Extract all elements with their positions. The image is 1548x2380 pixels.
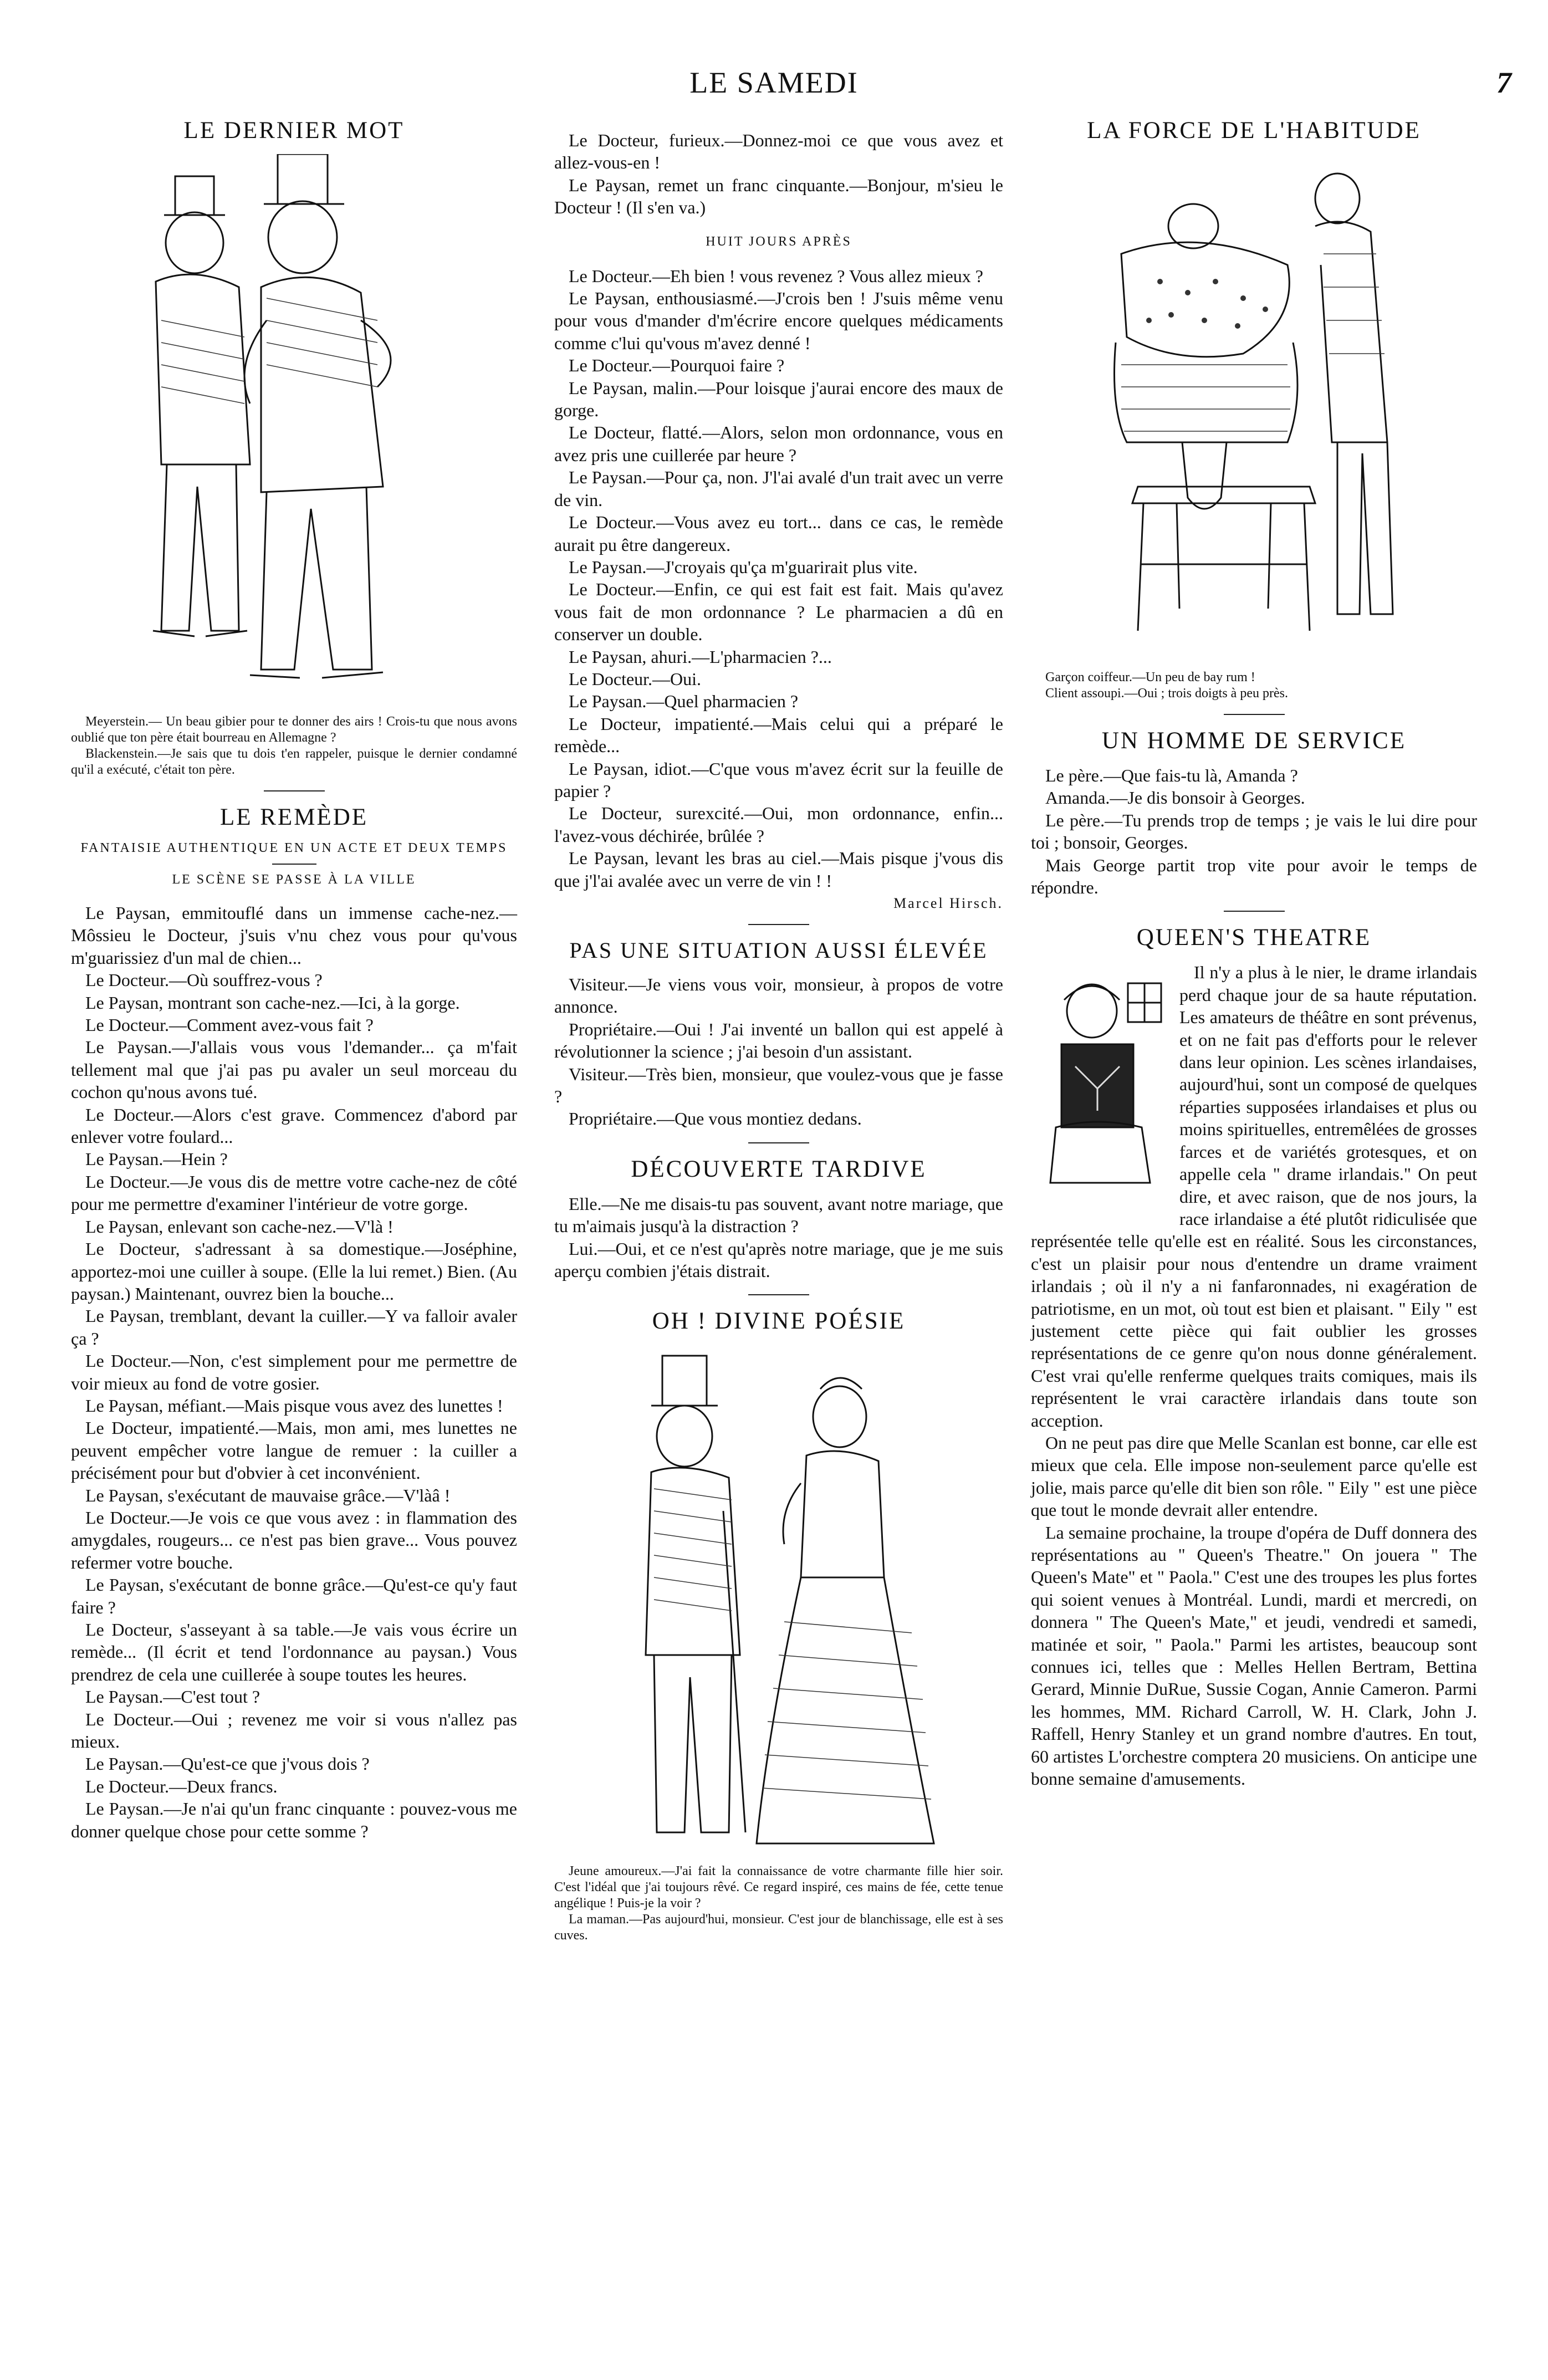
dialogue-paragraph: Le Docteur.—Comment avez-vous fait ?: [85, 1015, 374, 1035]
queens-paragraph: On ne peut pas dire que Melle Scanlan est bonne, car elle est mieux que cela. Elle impose non-seulement parce qu'elle est jolie, mais parce qu'elle dit bien son rôle. " Eily " est une pièce que tout le monde devrait aller entendre.: [1031, 1432, 1477, 1520]
dialogue-paragraph: Le Paysan, idiot.—C'que vous m'avez écrit sur la feuille de papier ?: [554, 758, 1003, 801]
queens-lead-paragraph: Il n'y a plus à le nier, le drame irlandais perd chaque jour de sa haute réputation. Les amateurs de théâtre en sont prévenus, et on ne fait pas d'efforts pour le relever dans leur opinion. Les scènes irlandaises, aujourd'hui, sont un composé de quelques réparties supposées irlandaises et plus ou moins spirituelles, entremêlées de grosses farces et de variétés grotesques, et on appelle cela " drame irlandais." On peut dire, et avec raison, que de nos jours, la race irlandaise a été plutôt ridiculisée que représentée telle qu'elle est en réalité. Sous les circonstances, c'est un plaisir pour nous d'entendre un drame vraiment irlandais ; où il n'y a ni fanfaronnades, ni exagération de patriotisme, en un mot, où tout est bien et plaisant. " Eily " est justement cette pièce qui fait oublier les grosses représentations de ce genre qu'on nous donne généralement. C'est vrai qu'elle renferme quelques traits comiques, mais ils représentent le vrai caractère irlandais dans toute son acception.: [1031, 962, 1477, 1431]
dialogue-paragraph: Le Docteur.—Eh bien ! vous revenez ? Vous allez mieux ?: [569, 265, 983, 286]
dialogue-paragraph: Le Docteur.—Vous avez eu tort... dans ce cas, le remède aurait pu être dangereux.: [554, 512, 1003, 555]
dialogue-paragraph: Propriétaire.—Que vous montiez dedans.: [569, 1109, 862, 1129]
dialogue-paragraph: Le Paysan.—Pour ça, non. J'l'ai avalé d'un trait avec un verre de vin.: [554, 467, 1003, 510]
masthead: LE SAMEDI: [689, 66, 859, 99]
dialogue-paragraph: Le Docteur, s'adressant à sa domestique.—Joséphine, apportez-moi une cuiller à soupe. (Elle la lui remet.) Bien. (Au paysan.) Maintenant, ouvrez bien la bouche...: [71, 1239, 517, 1304]
dialogue-paragraph: Le Paysan.—Qu'est-ce que j'vous dois ?: [85, 1754, 370, 1774]
dialogue-paragraph: Le Paysan, levant les bras au ciel.—Mais pisque j'vous dis que j'l'ai avalée avec un verre de vin ! !: [554, 848, 1003, 891]
illustration-girl-with-slate: [1031, 961, 1169, 1205]
dialogue-paragraph: Le Paysan, enlevant son cache-nez.—V'là !: [85, 1216, 394, 1237]
caption-dernier-mot-2: Blackenstein.—Je sais que tu dois t'en rappeler, puisque le dernier condamné qu'il a exécuté, c'était ton père.: [71, 747, 517, 777]
article-subtitle-remede: FANTAISIE AUTHENTIQUE EN UN ACTE ET DEUX TEMPS: [80, 841, 508, 855]
dialogue-paragraph: Le Paysan.—Hein ?: [85, 1149, 228, 1169]
dialogue-paragraph: Le Docteur, impatienté.—Mais celui qui a préparé le remède...: [554, 713, 1003, 757]
caption-habitude-2: Client assoupi.—Oui ; trois doigts à peu près.: [1045, 686, 1288, 701]
dialogue-paragraph: Le Paysan, s'exécutant de bonne grâce.—Qu'est-ce qu'y faut faire ?: [71, 1575, 517, 1617]
illustration-barber-chair: [1077, 154, 1432, 653]
article-title-dernier-mot: LE DERNIER MOT: [183, 118, 405, 144]
article-title-queens: QUEEN'S THEATRE: [1136, 925, 1372, 951]
dialogue-paragraph: Visiteur.—Je viens vous voir, monsieur, à propos de votre annonce.: [554, 974, 1003, 1017]
page-number: 7: [1496, 66, 1511, 99]
dialogue-paragraph: Le Docteur.—Où souffrez-vous ?: [85, 970, 323, 990]
scene-line: LE SCÈNE SE PASSE À LA VILLE: [172, 872, 416, 887]
column-2: [554, 114, 1003, 1944]
dialogue-paragraph: Le Docteur.—Deux francs.: [85, 1776, 278, 1796]
dialogue-paragraph: Le Paysan.—J'croyais qu'ça m'guarirait plus vite.: [569, 556, 918, 577]
dialogue-paragraph: Le Docteur, furieux.—Donnez-moi ce que vous avez et allez-vous-en !: [554, 130, 1003, 173]
article-title-habitude: LA FORCE DE L'HABITUDE: [1087, 118, 1421, 144]
dialogue-paragraph: Le Docteur.—Pourquoi faire ?: [569, 355, 785, 376]
dialogue-paragraph: Le Paysan, s'exécutant de mauvaise grâce.—V'làâ !: [85, 1485, 451, 1505]
dialogue-paragraph: Le Docteur.—Oui.: [569, 668, 702, 689]
divider: [272, 864, 316, 865]
dialogue-paragraph: Le père.—Que fais-tu là, Amanda ?: [1045, 765, 1298, 785]
dialogue-paragraph: Propriétaire.—Oui ! J'ai inventé un ballon qui est appelé à révolutionner la science ; j'ai besoin d'un assistant.: [554, 1019, 1003, 1062]
author-signature: Marcel Hirsch.: [893, 895, 1003, 911]
dialogue-paragraph: Le Docteur.—Enfin, ce qui est fait est fait. Mais qu'avez vous fait de mon ordonnance ? Le pharmacien a dû en conserver un double.: [554, 579, 1003, 645]
dialogue-paragraph: Le Paysan, emmitouflé dans un immense cache-nez.—Môssieu le Docteur, j'suis v'nu chez vous pour qu'vous m'guarissiez d'un mal de chien...: [71, 903, 517, 968]
article-title-poesie: OH ! DIVINE POÉSIE: [652, 1308, 906, 1335]
dialogue-paragraph: Le Docteur, impatienté.—Mais, mon ami, mes lunettes ne peuvent empêcher votre langue de remuer : la cuiller a précisément pour but d'obvier à cet inconvénient.: [71, 1418, 517, 1483]
dialogue-paragraph: Le Paysan, remet un franc cinquante.—Bonjour, m'sieu le Docteur ! (Il s'en va.): [554, 175, 1003, 218]
caption-habitude-1: Garçon coiffeur.—Un peu de bay rum !: [1045, 670, 1255, 685]
divider: [748, 924, 809, 925]
dialogue-paragraph: Le Paysan, tremblant, devant la cuiller.—Y va falloir avaler ça ?: [71, 1306, 517, 1349]
column-3: [1031, 114, 1477, 1790]
dialogue-paragraph: Le Paysan, malin.—Pour loisque j'aurai encore des maux de gorge.: [554, 377, 1003, 421]
illustration-suitor-and-mother: [601, 1345, 956, 1855]
dialogue-paragraph: Le Paysan.—Quel pharmacien ?: [569, 691, 799, 712]
divider: [748, 1142, 809, 1143]
article-title-remede: LE REMÈDE: [219, 804, 369, 830]
dialogue-paragraph: Le Paysan.—C'est tout ?: [85, 1687, 260, 1707]
dialogue-paragraph: Le Docteur.—Oui ; revenez me voir si vous n'allez pas mieux.: [71, 1709, 517, 1752]
dialogue-paragraph: Le Paysan.—Je n'ai qu'un franc cinquante : pouvez-vous me donner quelque chose pour cette somme ?: [71, 1799, 517, 1841]
article-title-decouverte: DÉCOUVERTE TARDIVE: [631, 1156, 927, 1182]
dialogue-paragraph: Le Docteur, flatté.—Alors, selon mon ordonnance, vous en avez pris une cuillerée par heure ?: [554, 422, 1003, 465]
dialogue-paragraph: Le Docteur, surexcité.—Oui, mon ordonnance, enfin... l'avez-vous déchirée, brûlée ?: [554, 803, 1003, 846]
divider: [748, 1294, 809, 1295]
dialogue-paragraph: Elle.—Ne me disais-tu pas souvent, avant notre mariage, que tu m'aimais jusqu'à la distraction ?: [554, 1193, 1003, 1237]
divider: [1224, 911, 1285, 912]
dialogue-paragraph: Le Paysan, méfiant.—Mais pisque vous avez des lunettes !: [85, 1395, 503, 1416]
queens-paragraph: La semaine prochaine, la troupe d'opéra de Duff donnera des représentations au " Queen's Theatre." On jouera " The Queen's Mate" et " Paola." C'est une des troupes les plus fortes qui soient venues à Montréal. Lundi, mardi et mercredi, on donnera " The Queen's Mate," et jeudi, vendredi et samedi, matinée et soir, " Paola." Parmi les artistes, beaucoup sont connues ici, telles que : Melles Hellen Bertram, Bettina Gerard, Minnie DuRue, Sussie Cogan, Annie Cameron. Parmi les hommes, MM. Richard Carroll, W. H. Clark, John J. Raffell, Henry Stanley et un grand nombre d'autres. En tout, 60 artistes L'orchestre comptera 20 musiciens. On anticipe une bonne semaine d'amusements.: [1031, 1522, 1477, 1789]
article-title-homme: UN HOMME DE SERVICE: [1101, 728, 1407, 754]
divider: [1224, 714, 1285, 715]
caption-dernier-mot-1: Meyerstein.— Un beau gibier pour te donner des airs ! Crois-tu que nous avons oublié que ton père était bourreau en Allemagne ?: [71, 714, 517, 745]
column-1: [71, 114, 517, 1842]
dialogue-paragraph: Le Docteur.—Alors c'est grave. Commencez d'abord par enlever votre foulard...: [71, 1104, 517, 1147]
dialogue-paragraph: Le Docteur.—Je vous dis de mettre votre cache-nez de côté pour me permettre d'examiner l'intérieur de votre gorge.: [71, 1171, 517, 1214]
dialogue-paragraph: Le Paysan.—J'allais vous vous l'demander... ça m'fait tellement mal que j'ai pas pu avaler un seul morceau du cochon qu'nous avons tué.: [71, 1037, 517, 1102]
dialogue-paragraph: Le père.—Tu prends trop de temps ; je vais le lui dire pour toi ; bonsoir, Georges.: [1031, 810, 1477, 853]
divider: [264, 790, 325, 791]
caption-poesie-2: La maman.—Pas aujourd'hui, monsieur. C'est jour de blanchissage, elle est à ses cuves.: [554, 1912, 1003, 1943]
dialogue-paragraph: Le Paysan, enthousiasmé.—J'crois ben ! J'suis même venu pour vous d'mander d'm'écrire encore quelques médicaments comme c'lui qu'vous m'avez denné !: [554, 288, 1003, 353]
dialogue-paragraph: Le Paysan, ahuri.—L'pharmacien ?...: [569, 646, 832, 667]
illustration-two-men: [100, 154, 488, 703]
article-title-situation: PAS UNE SITUATION AUSSI ÉLEVÉE: [569, 938, 988, 963]
dialogue-paragraph: Le Docteur.—Je vois ce que vous avez : in flammation des amygdales, rougeurs... ce n'est pas bien grave... Vous pouvez refermer votre bouche.: [71, 1507, 517, 1572]
dialogue-paragraph: Mais George partit trop vite pour avoir le temps de répondre.: [1031, 855, 1477, 898]
dialogue-paragraph: Le Docteur.—Non, c'est simplement pour me permettre de voir mieux au fond de votre gosier.: [71, 1351, 517, 1393]
dialogue-paragraph: Visiteur.—Très bien, monsieur, que voulez-vous que je fasse ?: [554, 1064, 1003, 1107]
scene-line-huit-jours: HUIT JOURS APRÈS: [706, 234, 852, 249]
dialogue-paragraph: Le Docteur, s'asseyant à sa table.—Je vais vous écrire un remède... (Il écrit et tend l'ordonnance au paysan.) Vous prendrez de cela une cuillerée à soupe toutes les heures.: [71, 1620, 517, 1684]
caption-poesie-1: Jeune amoureux.—J'ai fait la connaissance de votre charmante fille hier soir. C'est l'idéal que j'ai toujours rêvé. Ce regard inspiré, ces mains de fée, cette tenue angélique ! Puis-je la voir ?: [554, 1864, 1003, 1911]
dialogue-paragraph: Amanda.—Je dis bonsoir à Georges.: [1045, 788, 1305, 808]
dialogue-paragraph: Le Paysan, montrant son cache-nez.—Ici, à la gorge.: [85, 992, 460, 1013]
dialogue-paragraph: Lui.—Oui, et ce n'est qu'après notre mariage, que je me suis aperçu combien j'étais distrait.: [554, 1238, 1003, 1281]
